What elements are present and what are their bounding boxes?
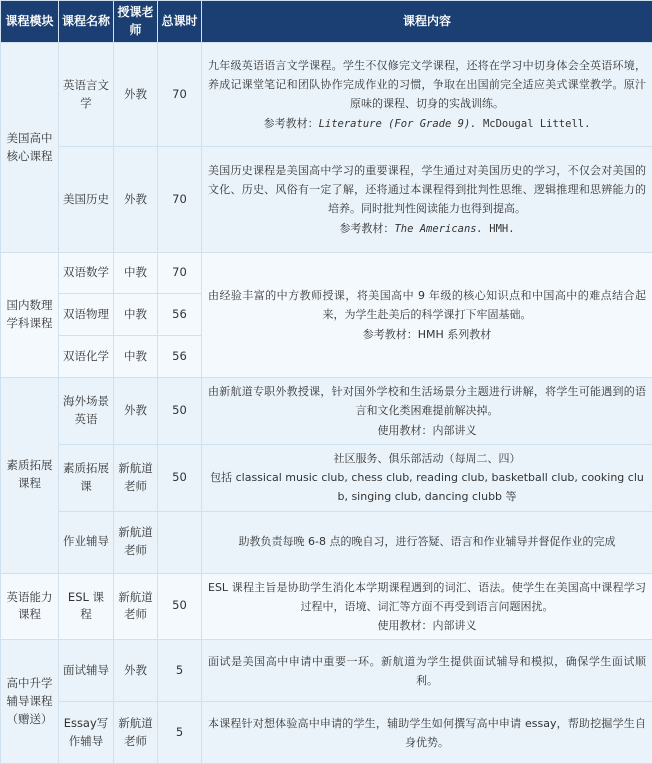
module-quality: 素质拓展课程 [1, 378, 59, 574]
content-text: 美国历史课程是美国高中学习的重要课程，学生通过对美国历史的学习，不仅会对美国的文化、历史、风俗有一定了解，还将通过本课程得到批判性思维、逻辑推理和思辨能力的培养。同时批判性阅读能力也得到提高。 [208, 161, 646, 219]
course-name: Essay写作辅导 [59, 702, 114, 764]
content-text: ESL 课程主旨是协助学生消化本学期课程遇到的词汇、语法。使学生在美国高中课程学习过程中，语境、词汇等方面不再受到语言问题困扰。 [208, 578, 646, 617]
content-line-1: 社区服务、俱乐部活动（每周二、四） [208, 449, 646, 468]
content-text: 九年级英语语言文学课程。学生不仅修完文学课程，还将在学习中切身体会全英语环境，养成记课堂笔记和团队协作完成作业的习惯，争取在出国前完全适应美式课堂教学。原汁原味的课程、切身的实战训练。 [208, 56, 646, 114]
content-line-2: 包括 classical music club, chess club, reading club, basketball club, cooking club, singing club, dancing clubb 等 [208, 468, 646, 507]
reference-publisher: HMH. [483, 223, 515, 235]
reference-line: 参考教材：HMH 系列教材 [208, 325, 646, 344]
table-row [1, 640, 652, 702]
course-teacher: 外教 [114, 43, 158, 147]
reference-book: Literature (For Grade 9). [319, 118, 477, 130]
reference-line: 使用教材：内部讲义 [208, 616, 646, 635]
course-content [202, 253, 652, 378]
table-row [1, 511, 652, 573]
course-name: 面试辅导 [59, 640, 114, 702]
table-row [1, 444, 652, 511]
header-module: 课程模块 [1, 1, 59, 43]
reference-publisher: McDougal Littell. [477, 118, 591, 130]
table-row [1, 147, 652, 253]
table-row [1, 702, 652, 764]
course-content [202, 702, 652, 764]
module-domestic: 国内数理学科课程 [1, 253, 59, 378]
module-admission: 高中升学辅导课程（赠送） [1, 640, 59, 764]
course-hours: 70 [158, 253, 202, 294]
course-teacher: 新航道老师 [114, 573, 158, 640]
reference-label: 参考教材： [264, 117, 319, 130]
content-text: 由经验丰富的中方教师授课，将美国高中 9 年级的核心知识点和中国高中的难点结合起来，为学生赴美后的科学课打下牢固基础。 [208, 286, 646, 325]
table-row [1, 573, 652, 640]
course-content [202, 511, 652, 573]
course-content [202, 640, 652, 702]
course-teacher: 外教 [114, 640, 158, 702]
module-english: 英语能力课程 [1, 573, 59, 640]
course-name: 双语化学 [59, 336, 114, 378]
course-name: 作业辅导 [59, 511, 114, 573]
course-name: 素质拓展课 [59, 444, 114, 511]
course-name: 美国历史 [59, 147, 114, 253]
course-hours: 70 [158, 147, 202, 253]
course-name: 海外场景英语 [59, 378, 114, 445]
course-teacher: 中教 [114, 253, 158, 294]
module-us-core: 美国高中核心课程 [1, 43, 59, 253]
course-content [202, 43, 652, 147]
reference-book: The Americans. [394, 223, 483, 235]
course-teacher: 中教 [114, 294, 158, 336]
table-row [1, 43, 652, 147]
course-hours [158, 511, 202, 573]
course-hours: 50 [158, 444, 202, 511]
header-content: 课程内容 [202, 1, 652, 43]
course-hours: 56 [158, 336, 202, 378]
header-teacher: 授课老师 [114, 1, 158, 43]
course-name: 双语数学 [59, 253, 114, 294]
reference-label: 参考教材： [339, 222, 394, 235]
course-hours: 50 [158, 378, 202, 445]
reference-line: 使用教材：内部讲义 [208, 421, 646, 440]
course-teacher: 新航道老师 [114, 511, 158, 573]
reference-line [208, 219, 646, 238]
course-hours: 70 [158, 43, 202, 147]
course-content [202, 573, 652, 640]
course-teacher: 新航道老师 [114, 702, 158, 764]
course-content [202, 444, 652, 511]
table-row [1, 253, 652, 294]
course-hours: 50 [158, 573, 202, 640]
content-text: 由新航道专职外教授课，针对国外学校和生活场景分主题进行讲解，将学生可能遇到的语言和文化类困难提前解决掉。 [208, 382, 646, 421]
content-text: 面试是美国高中申请中重要一环。新航道为学生提供面试辅导和模拟，确保学生面试顺利。 [208, 652, 646, 691]
header-hours: 总课时 [158, 1, 202, 43]
course-content [202, 147, 652, 253]
course-hours: 5 [158, 702, 202, 764]
course-teacher: 外教 [114, 378, 158, 445]
reference-line [208, 114, 646, 133]
course-teacher: 中教 [114, 336, 158, 378]
course-hours: 5 [158, 640, 202, 702]
course-name: ESL 课程 [59, 573, 114, 640]
table-header-row [1, 1, 652, 43]
course-teacher: 新航道老师 [114, 444, 158, 511]
table-row [1, 378, 652, 445]
course-name: 双语物理 [59, 294, 114, 336]
content-text: 助教负责每晚 6-8 点的晚自习，进行答疑、语言和作业辅导并督促作业的完成 [208, 532, 646, 551]
course-content [202, 378, 652, 445]
course-name: 英语言文学 [59, 43, 114, 147]
course-hours: 56 [158, 294, 202, 336]
course-teacher: 外教 [114, 147, 158, 253]
content-text: 本课程针对想体验高中申请的学生，辅助学生如何撰写高中申请 essay，帮助挖掘学生自身优势。 [208, 714, 646, 753]
header-name: 课程名称 [59, 1, 114, 43]
